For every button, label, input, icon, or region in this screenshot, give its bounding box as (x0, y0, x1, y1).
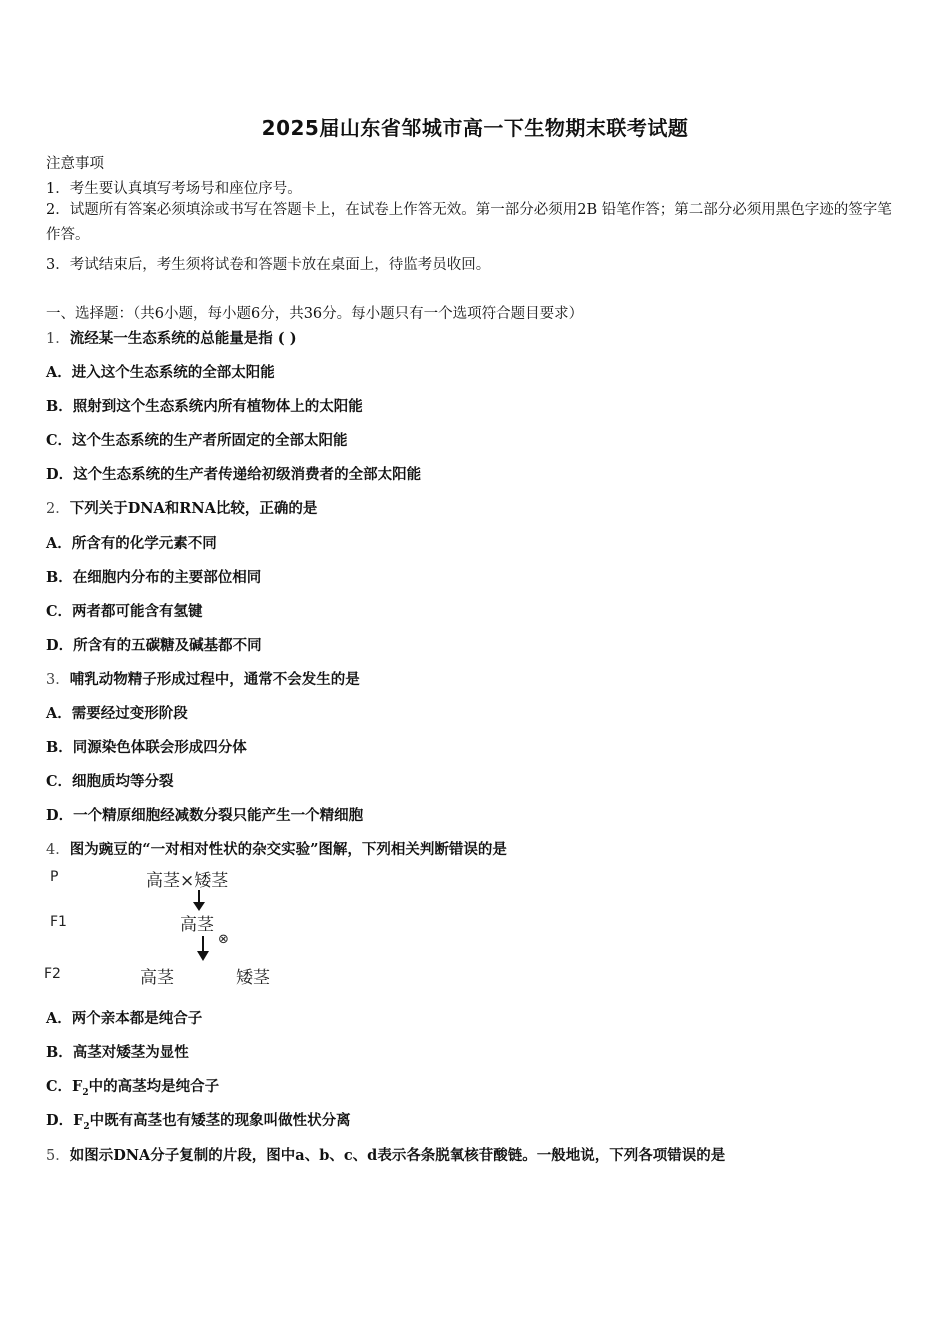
option-letter: A． (46, 705, 72, 722)
option-text: 这个生态系统的生产者传递给初级消费者的全部太阳能 (73, 466, 422, 483)
option-letter: D． (46, 1112, 74, 1129)
option-letter: B． (46, 739, 73, 756)
self-cross-icon: ⊗ (218, 932, 229, 947)
question-number: 2． (46, 501, 70, 517)
question-4-stem (46, 838, 507, 859)
question-2-option-d (46, 634, 262, 655)
option-text: 中既有高茎也有矮茎的现象叫做性状分离 (89, 1112, 351, 1129)
question-2-stem (46, 497, 317, 518)
question-1-option-d (46, 463, 421, 484)
option-subscript: 2 (82, 1087, 89, 1098)
question-text: 图为豌豆的“一对相对性状的杂交实验”图解，下列相关判断错误的是 (69, 841, 507, 858)
option-text: 照射到这个生态系统内所有植物体上的太阳能 (72, 398, 363, 415)
option-prefix: F (72, 1078, 83, 1095)
arrow-down-icon (196, 936, 210, 962)
option-text: 同源染色体联会形成四分体 (72, 739, 247, 756)
option-text: 两个亲本都是纯合子 (71, 1010, 203, 1027)
arrow-down-icon (192, 890, 206, 912)
f1-offspring-text: 高茎 (180, 915, 214, 935)
option-letter: A． (46, 535, 72, 552)
question-number: 3． (46, 672, 70, 688)
question-3-option-d (46, 804, 363, 825)
notice-item-1: 1．考生要认真填写考场号和座位序号。 (46, 181, 302, 197)
question-4-option-c (46, 1075, 219, 1098)
question-2-option-c (46, 600, 203, 621)
option-letter: D． (46, 637, 74, 654)
question-number: 5． (46, 1148, 70, 1164)
question-4-option-b (46, 1041, 189, 1062)
option-letter: B． (46, 569, 73, 586)
option-letter: D． (46, 807, 74, 824)
f2-tall-text: 高茎 (140, 968, 174, 988)
question-4-option-a (46, 1007, 202, 1028)
option-text: 一个精原细胞经减数分裂只能产生一个精细胞 (73, 807, 364, 824)
question-text: 哺乳动物精子形成过程中，通常不会发生的是 (69, 671, 360, 688)
question-text: 下列关于DNA和RNA比较，正确的是 (69, 500, 318, 517)
option-text: 需要经过变形阶段 (71, 705, 188, 722)
question-1-option-c (46, 429, 348, 450)
question-2-option-b (46, 566, 261, 587)
option-letter: C． (46, 603, 73, 620)
option-prefix: F (73, 1112, 84, 1129)
question-3-option-c (46, 770, 174, 791)
option-letter: D． (46, 466, 74, 483)
question-2-option-a (46, 532, 217, 553)
option-text: 中的高茎均是纯合子 (88, 1078, 220, 1095)
question-1-option-b (46, 395, 363, 416)
option-letter: B． (46, 1044, 73, 1061)
option-letter: B． (46, 398, 73, 415)
notice-item-2: 2．试题所有答案必须填涂或书写在答题卡上，在试卷上作答无效。第一部分必须用2B 铅笔作答；第二部分必须用黑色字迹的签字笔作答。 (46, 202, 892, 243)
generation-label-f1: F1 (50, 914, 67, 930)
option-text: 所含有的化学元素不同 (71, 535, 217, 552)
option-text: 这个生态系统的生产者所固定的全部太阳能 (72, 432, 348, 449)
page-title: 2025届山东省邹城市高一下生物期末联考试题 (261, 116, 689, 140)
question-1-stem (46, 327, 297, 348)
parent-cross-text: 高茎×矮茎 (146, 871, 229, 891)
option-text: 高茎对矮茎为显性 (72, 1044, 189, 1061)
option-text: 在细胞内分布的主要部位相同 (72, 569, 262, 586)
question-1-option-a (46, 361, 275, 382)
question-3-option-a (46, 702, 188, 723)
option-subscript: 2 (83, 1121, 90, 1132)
question-4-option-d (46, 1109, 351, 1132)
question-3-option-b (46, 736, 247, 757)
question-number: 4． (46, 842, 70, 858)
option-letter: C． (46, 1078, 73, 1095)
option-text: 所含有的五碳糖及碱基都不同 (73, 637, 262, 654)
notice-item-3: 3．考试结束后，考生须将试卷和答题卡放在桌面上，待监考员收回。 (46, 257, 491, 273)
cross-diagram (40, 862, 300, 992)
option-letter: C． (46, 773, 73, 790)
option-text: 两者都可能含有氢键 (72, 603, 203, 620)
question-3-stem (46, 668, 360, 689)
question-5-stem (46, 1144, 725, 1165)
generation-label-f2: F2 (44, 966, 61, 982)
question-text: 如图示DNA分子复制的片段，图中a、b、c、d表示各条脱氧核苷酸链。一般地说，下列各项错误的是 (69, 1147, 726, 1164)
question-text: 流经某一生态系统的总能量是指 ( ) (69, 330, 297, 347)
option-text: 进入这个生态系统的全部太阳能 (71, 364, 275, 381)
option-text: 细胞质均等分裂 (72, 773, 174, 790)
notice-heading: 注意事项 (46, 156, 104, 172)
option-letter: C． (46, 432, 73, 449)
f2-short-text: 矮茎 (236, 968, 270, 988)
option-letter: A． (46, 364, 72, 381)
option-letter: A． (46, 1010, 72, 1027)
question-number: 1． (46, 331, 70, 347)
generation-label-p: P (50, 869, 59, 885)
section-heading: 一、选择题：（共6小题，每小题6分，共36分。每小题只有一个选项符合题目要求） (46, 306, 584, 322)
